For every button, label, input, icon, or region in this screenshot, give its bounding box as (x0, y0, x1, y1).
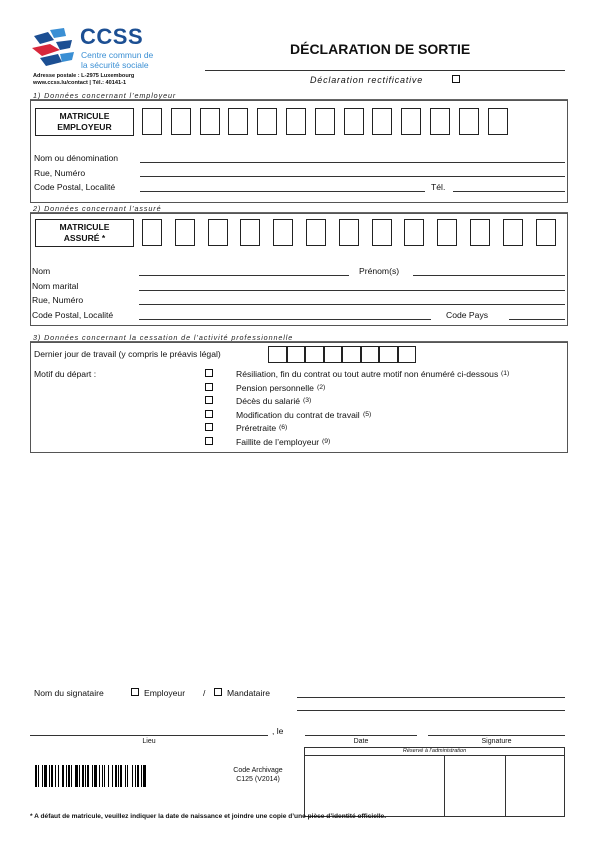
motif-label: Modification du contrat de travail (236, 409, 360, 420)
matricule-assure-box[interactable] (404, 219, 424, 246)
matricule-employeur-label-2: EMPLOYEUR (57, 122, 112, 132)
matricule-assure-box[interactable] (273, 219, 293, 246)
date-digit-box[interactable] (398, 346, 417, 363)
motif-label: Préretraite (236, 423, 277, 434)
date-digit-box[interactable] (361, 346, 380, 363)
label-cp-employeur: Code Postal, Localité (34, 182, 116, 192)
motif-number: (1) (501, 370, 510, 377)
matricule-employeur-box[interactable] (315, 108, 335, 135)
barcode-bar (38, 765, 39, 787)
date-digit-box[interactable] (342, 346, 361, 363)
input-signature[interactable] (428, 735, 565, 736)
admin-reserved-label: Réservé à l’administration (402, 748, 467, 754)
motif-checkbox[interactable] (205, 423, 213, 431)
matricule-assure-box[interactable] (142, 219, 162, 246)
motif-label: Résiliation, fin du contrat ou tout autre motif non énuméré ci-dessous (236, 369, 499, 379)
matricule-employeur-box[interactable] (430, 108, 450, 135)
input-code-pays[interactable] (509, 319, 565, 320)
label-motif: Motif du départ : (34, 369, 97, 379)
label-mandataire: Mandataire (227, 688, 270, 698)
barcode-bar (85, 765, 86, 787)
barcode-bar (125, 765, 126, 787)
matricule-assure-box[interactable] (503, 219, 523, 246)
matricule-assure-box[interactable] (240, 219, 260, 246)
barcode-bar (115, 765, 117, 787)
rectificative-label: Déclaration rectificative (310, 75, 424, 85)
input-nom-denomination[interactable] (140, 162, 565, 163)
input-prenom[interactable] (413, 275, 565, 276)
barcode-bar (49, 765, 50, 787)
motif-number: (5) (363, 410, 372, 418)
matricule-employeur-label-1: MATRICULE (59, 111, 110, 121)
logo-tagline-2: la sécurité sociale (81, 60, 149, 70)
matricule-assure-label-1: MATRICULE (59, 222, 110, 232)
date-digit-box[interactable] (287, 346, 306, 363)
label-nom-denomination: Nom ou dénomination (34, 153, 119, 163)
barcode-bar (135, 765, 136, 787)
matricule-assure-box[interactable] (208, 219, 228, 246)
caption-signature: Signature (481, 738, 512, 745)
rectificative-checkbox[interactable] (452, 75, 460, 83)
barcode-bar (66, 765, 67, 787)
date-digit-box[interactable] (305, 346, 324, 363)
motif-label: Pension personnelle (236, 382, 314, 393)
label-dernier-jour: Dernier jour de travail (y compris le préavis légal) (34, 349, 221, 359)
matricule-employeur-box[interactable] (286, 108, 306, 135)
ccss-logo-mark-icon (30, 26, 76, 68)
matricule-assure-label-2: ASSURÉ * (63, 233, 106, 243)
label-tel: Tél. (431, 182, 446, 192)
label-employeur: Employeur (144, 688, 186, 698)
input-cp-employeur[interactable] (140, 191, 425, 192)
matricule-employeur-box[interactable] (142, 108, 162, 135)
input-signataire-2[interactable] (297, 710, 565, 711)
motif-number: (9) (322, 438, 331, 445)
admin-reserved-divider-1 (444, 755, 445, 817)
matricule-employeur-box[interactable] (344, 108, 364, 135)
label-le: , le (272, 726, 284, 736)
label-nom-marital: Nom marital (32, 281, 79, 291)
title-rule (205, 70, 565, 71)
admin-reserved-header-rule (304, 755, 565, 756)
matricule-assure-box[interactable] (470, 219, 490, 246)
barcode-bar (71, 765, 72, 787)
barcode-bar (118, 765, 119, 787)
address-line-1: Adresse postale : L-2975 Luxembourg (33, 73, 135, 79)
barcode-bar (58, 765, 59, 787)
date-digit-box[interactable] (268, 346, 287, 363)
barcode-bar (102, 765, 103, 787)
barcode-bar (141, 765, 142, 787)
motif-number: (3) (303, 397, 312, 405)
archive-line-2: C125 (V2014) (236, 776, 280, 783)
barcode-bar (120, 765, 122, 787)
barcode-bar (137, 765, 139, 787)
barcode-bar (87, 765, 89, 787)
matricule-employeur-box[interactable] (228, 108, 248, 135)
admin-reserved-box (304, 747, 565, 817)
barcode-bar (143, 765, 146, 787)
ccss-logo (30, 26, 160, 72)
matricule-employeur-box[interactable] (401, 108, 421, 135)
matricule-assure-box[interactable] (372, 219, 392, 246)
motif-checkbox[interactable] (205, 437, 213, 445)
logo-brand: CCSS (80, 24, 144, 49)
mandataire-checkbox[interactable] (214, 688, 222, 696)
input-tel[interactable] (453, 191, 565, 192)
barcode-bar (112, 765, 113, 787)
barcode-bar (55, 765, 56, 787)
archive-line-1: Code Archivage (233, 767, 283, 774)
label-code-pays: Code Pays (446, 310, 489, 320)
motif-checkbox[interactable] (205, 369, 213, 377)
label-nom-signataire: Nom du signataire (34, 688, 104, 698)
date-digit-box[interactable] (324, 346, 343, 363)
matricule-employeur-box[interactable] (488, 108, 508, 135)
section3-header: 3) Données concernant la cessation de l’activité professionnelle (33, 333, 294, 342)
barcode-bar (75, 765, 78, 787)
barcode-bar (51, 765, 53, 787)
barcode-bar (127, 765, 128, 787)
motif-checkbox[interactable] (205, 396, 213, 404)
input-signataire-1[interactable] (297, 697, 565, 698)
address-line-2: www.ccss.lu/contact | Tél.: 40141-1 (33, 80, 127, 86)
barcode (35, 765, 205, 787)
motif-checkbox[interactable] (205, 383, 213, 391)
input-cp-assure[interactable] (139, 319, 431, 320)
matricule-assure-box[interactable] (306, 219, 326, 246)
barcode-bar (92, 765, 93, 787)
matricule-employeur-box[interactable] (372, 108, 392, 135)
barcode-bar (94, 765, 97, 787)
matricule-assure-box[interactable] (339, 219, 359, 246)
date-digit-box[interactable] (379, 346, 398, 363)
motif-label: Faillite de l’employeur (236, 437, 320, 447)
barcode-bar (132, 765, 133, 787)
matricule-employeur-box[interactable] (200, 108, 220, 135)
motif-number: (2) (317, 383, 326, 391)
barcode-bar (44, 765, 47, 787)
section1-header: 1) Données concernant l’employeur (33, 91, 177, 100)
barcode-bar (82, 765, 84, 787)
matricule-employeur-box[interactable] (171, 108, 191, 135)
input-rue-assure[interactable] (139, 304, 565, 305)
input-rue-employeur[interactable] (140, 176, 565, 177)
motif-label: Décès du salarié (236, 396, 301, 407)
caption-date: Date (353, 738, 369, 745)
motif-checkbox[interactable] (205, 410, 213, 418)
separator-slash: / (203, 688, 206, 698)
barcode-bar (79, 765, 80, 787)
label-rue-assure: Rue, Numéro (32, 295, 84, 305)
caption-lieu: Lieu (142, 738, 156, 745)
barcode-bar (99, 765, 100, 787)
matricule-employeur-box[interactable] (257, 108, 277, 135)
barcode-bar (62, 765, 64, 787)
input-date[interactable] (305, 735, 417, 736)
barcode-bar (35, 765, 37, 787)
input-lieu[interactable] (30, 735, 268, 736)
logo-tagline-1: Centre commun de (81, 50, 154, 60)
footnote: * A défaut de matricule, veuillez indiquer la date de naissance et joindre une copie d’une pièce d’identité officielle. (30, 813, 387, 820)
matricule-assure-box[interactable] (536, 219, 556, 246)
admin-reserved-divider-2 (505, 755, 506, 817)
motif-number: (6) (279, 424, 288, 432)
label-prenom: Prénom(s) (359, 266, 400, 276)
label-rue-employeur: Rue, Numéro (34, 168, 86, 178)
label-nom-assure: Nom (32, 266, 51, 276)
barcode-bar (104, 765, 105, 787)
matricule-assure-box[interactable] (175, 219, 195, 246)
input-nom-assure[interactable] (139, 275, 349, 276)
barcode-bar (108, 765, 109, 787)
barcode-bar (68, 765, 70, 787)
barcode-bar (42, 765, 43, 787)
matricule-employeur-box[interactable] (459, 108, 479, 135)
matricule-assure-box[interactable] (437, 219, 457, 246)
input-nom-marital[interactable] (139, 290, 565, 291)
page-title: DÉCLARATION DE SORTIE (290, 41, 471, 57)
section2-header: 2) Données concernant l’assuré (33, 204, 162, 213)
label-cp-assure: Code Postal, Localité (32, 310, 114, 320)
employeur-checkbox[interactable] (131, 688, 139, 696)
